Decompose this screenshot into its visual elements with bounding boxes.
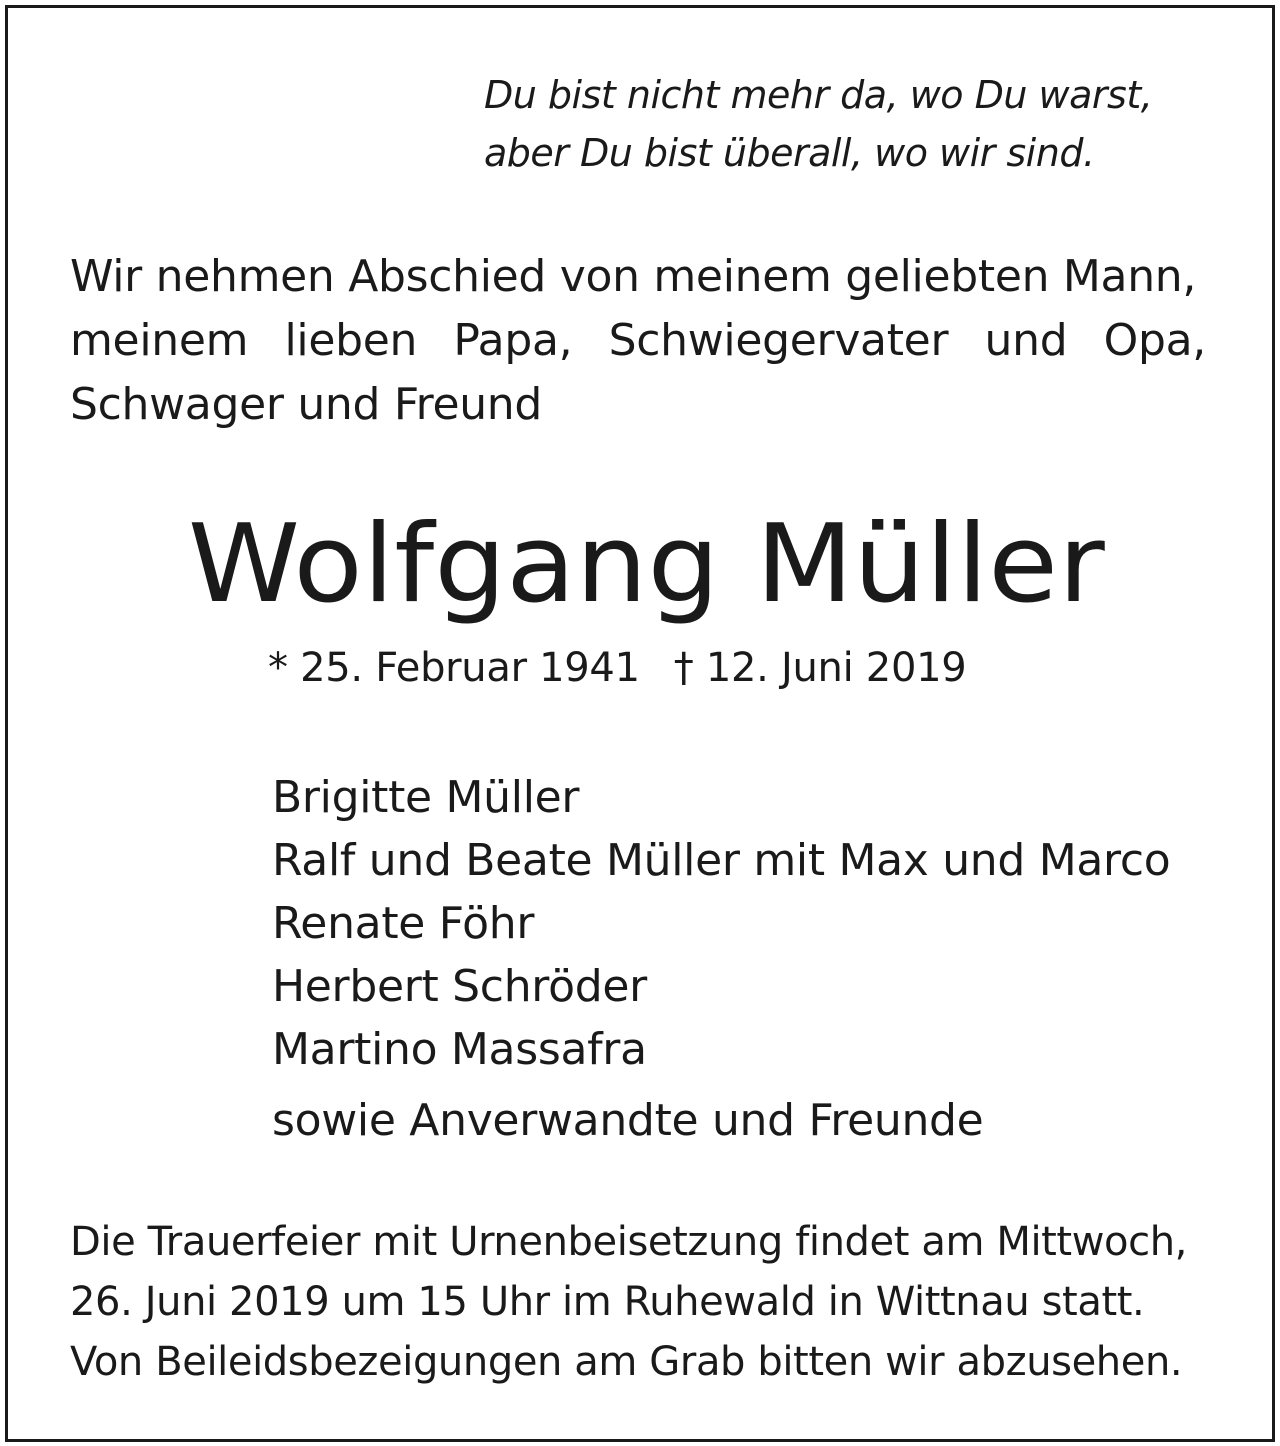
motto-quote xyxy=(484,66,1244,182)
mourner-name: Martino Massafra xyxy=(272,1024,647,1075)
deceased-name: Wolfgang Müller xyxy=(187,502,1105,627)
life-dates xyxy=(268,638,966,698)
mourners-list xyxy=(272,766,1170,1152)
intro-text xyxy=(70,245,1206,437)
mourners-closing: sowie Anverwandte und Freunde xyxy=(272,1095,984,1146)
notice-line-3: Von Beileidsbezeigungen am Grab bitten wir abzusehen. xyxy=(70,1339,1183,1385)
notice-line-1: Die Trauerfeier mit Urnenbeisetzung findet am Mittwoch, xyxy=(70,1219,1187,1265)
mourner-name: Herbert Schröder xyxy=(272,961,647,1012)
motto-line-1: Du bist nicht mehr da, wo Du warst, xyxy=(484,73,1153,117)
mourner-name: Brigitte Müller xyxy=(272,772,580,823)
intro-line-3: Schwager und Freund xyxy=(70,379,543,430)
birth-date: * 25. Februar 1941 xyxy=(268,645,640,691)
funeral-notice xyxy=(70,1212,1206,1392)
intro-line-1: Wir nehmen Abschied von meinem geliebten Mann, xyxy=(70,251,1197,302)
intro-line-2: meinem lieben Papa, Schwiegervater und Opa, xyxy=(70,315,1206,366)
motto-line-2: aber Du bist überall, wo wir sind. xyxy=(484,131,1095,175)
mourner-name: Ralf und Beate Müller mit Max und Marco xyxy=(272,835,1171,886)
death-date: † 12. Juni 2019 xyxy=(673,645,967,691)
mourner-name: Renate Föhr xyxy=(272,898,535,949)
notice-line-2: 26. Juni 2019 um 15 Uhr im Ruhewald in Wittnau statt. xyxy=(70,1279,1145,1325)
